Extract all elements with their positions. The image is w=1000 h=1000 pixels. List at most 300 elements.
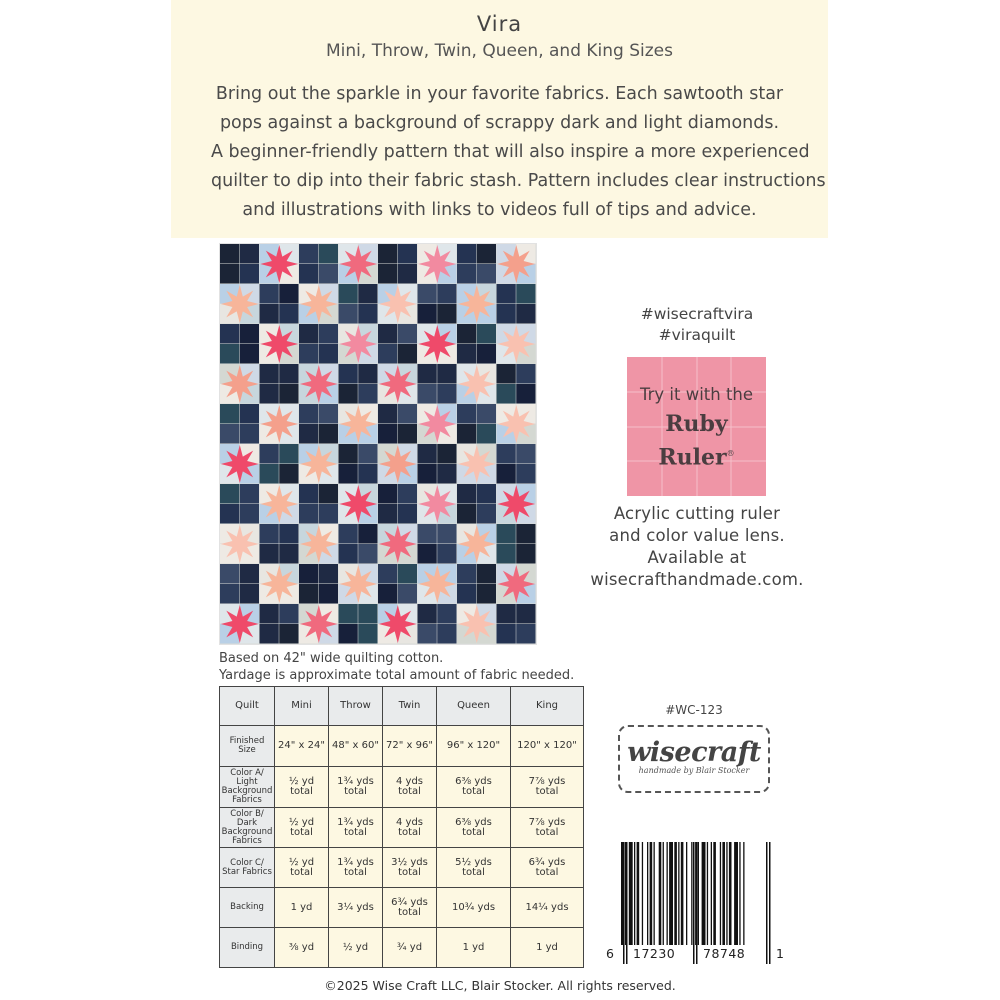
quilt-patch — [279, 544, 298, 564]
quilt-patch — [378, 564, 397, 584]
row-label-line: Color A/ — [230, 768, 264, 778]
quilt-patch — [477, 484, 496, 504]
quilt-patch — [240, 244, 259, 264]
quilt-patch — [418, 384, 437, 404]
table-cell — [437, 808, 511, 848]
barcode-bar — [678, 842, 679, 945]
quilt-patch — [299, 504, 318, 524]
cell-line: 48" x 60" — [332, 740, 379, 751]
cell-line: 4 yds — [395, 776, 424, 787]
column-header: Twin — [383, 687, 437, 726]
quilt-patch — [477, 344, 496, 364]
quilt-patch — [319, 404, 338, 424]
quilt-patch — [299, 344, 318, 364]
cell-line: total — [344, 866, 367, 878]
table-cell — [511, 767, 584, 808]
barcode-bar — [698, 842, 699, 945]
quilt-patch — [418, 444, 437, 464]
quilt-patch — [260, 544, 279, 564]
quilt-patch — [378, 244, 397, 264]
barcode-bar — [686, 842, 687, 945]
ruby-try-text: Try it with the — [639, 385, 754, 404]
row-label — [220, 848, 275, 888]
quilt-patch — [516, 364, 535, 384]
quilt-patch — [497, 464, 516, 484]
ruler-website-link[interactable]: wisecrafthandmade.com. — [590, 570, 804, 589]
quilt-patch — [457, 404, 476, 424]
quilt-patch — [299, 264, 318, 284]
quilt-patch — [220, 324, 239, 344]
barcode-bar — [674, 842, 677, 945]
quilt-patch — [516, 304, 535, 324]
hashtag[interactable]: #viraquilt — [658, 326, 736, 344]
quilt-patch — [398, 404, 417, 424]
description-line: Bring out the sparkle in your favorite fabrics. Each sawtooth star — [215, 84, 784, 104]
table-cell — [437, 888, 511, 928]
quilt-patch — [398, 564, 417, 584]
row-label — [220, 808, 275, 848]
column-header: Mini — [275, 687, 329, 726]
quilt-patch — [339, 304, 358, 324]
table-cell — [437, 928, 511, 968]
quilt-patch — [339, 444, 358, 464]
table-cell — [329, 767, 383, 808]
quilt-patch — [358, 304, 377, 324]
quilt-patch — [398, 484, 417, 504]
barcode-bar — [647, 842, 648, 945]
table-row — [220, 767, 584, 808]
cell-line: total — [398, 866, 421, 878]
header-panel — [171, 0, 828, 238]
quilt-photo — [219, 243, 537, 645]
quilt-patch — [418, 364, 437, 384]
quilt-patch — [319, 504, 338, 524]
quilt-patch — [319, 564, 338, 584]
quilt-image — [220, 244, 536, 644]
table-cell — [383, 848, 437, 888]
barcode-bar — [637, 842, 640, 945]
quilt-patch — [378, 484, 397, 504]
table-cell — [329, 928, 383, 968]
quilt-patch — [398, 324, 417, 344]
quilt-patch — [477, 264, 496, 284]
quilt-patch — [279, 624, 298, 644]
quilt-patch — [418, 464, 437, 484]
barcode-bar — [654, 842, 655, 945]
barcode-digit-right: 1 — [776, 946, 784, 961]
quilt-patch — [319, 344, 338, 364]
quilt-patch — [339, 604, 358, 624]
quilt-patch — [279, 604, 298, 624]
quilt-patch — [477, 324, 496, 344]
quilt-patch — [418, 304, 437, 324]
quilt-patch — [457, 564, 476, 584]
ruler-desc-line: Acrylic cutting ruler — [613, 504, 781, 523]
quilt-patch — [378, 404, 397, 424]
quilt-patch — [358, 364, 377, 384]
ruler-description — [577, 503, 817, 591]
table-cell — [383, 726, 437, 767]
barcode-bar — [729, 842, 732, 945]
barcode-bar — [743, 842, 744, 945]
barcode-bar — [726, 842, 727, 945]
quilt-patch — [477, 424, 496, 444]
quilt-patch — [437, 524, 456, 544]
cell-line: ¾ yd — [396, 941, 423, 953]
table-cell — [511, 888, 584, 928]
quilt-patch — [457, 264, 476, 284]
cell-line: total — [462, 826, 485, 838]
quilt-patch — [319, 484, 338, 504]
quilt-patch — [418, 624, 437, 644]
ruby-ruler-name — [627, 410, 766, 472]
quilt-patch — [437, 624, 456, 644]
table-cell — [383, 928, 437, 968]
barcode-bar — [691, 842, 692, 945]
quilt-patch — [299, 564, 318, 584]
barcode-bar — [707, 842, 708, 945]
quilt-patch — [319, 584, 338, 604]
hashtag[interactable]: #wisecraftvira — [640, 305, 754, 323]
quilt-patch — [457, 244, 476, 264]
quilt-patch — [437, 284, 456, 304]
quilt-patch — [497, 384, 516, 404]
quilt-patch — [220, 404, 239, 424]
quilt-patch — [220, 484, 239, 504]
quilt-patch — [299, 324, 318, 344]
cell-line: total — [398, 906, 421, 918]
quilt-patch — [457, 504, 476, 524]
table-cell — [383, 767, 437, 808]
quilt-patch — [497, 304, 516, 324]
quilt-patch — [477, 404, 496, 424]
quilt-patch — [220, 344, 239, 364]
row-label-line: Dark — [236, 817, 258, 828]
quilt-patch — [339, 464, 358, 484]
row-label-line: Background — [221, 786, 273, 796]
barcode-bar — [669, 842, 673, 945]
quilt-patch — [516, 544, 535, 564]
barcode-guard-bar — [766, 842, 768, 964]
table-cell — [329, 808, 383, 848]
quilt-patch — [516, 384, 535, 404]
cell-line: 10¾ yds — [451, 901, 496, 913]
quilt-patch — [260, 624, 279, 644]
table-cell — [275, 726, 329, 767]
yardage-note-line: Based on 42" wide quilting cotton. — [219, 651, 444, 666]
quilt-patch — [260, 604, 279, 624]
quilt-patch — [260, 304, 279, 324]
description-line: and illustrations with links to videos full of tips and advice. — [242, 200, 757, 220]
barcode — [603, 840, 787, 965]
barcode-bar — [650, 842, 653, 945]
table-row — [220, 726, 584, 767]
cell-line: total — [290, 866, 313, 878]
table-cell — [275, 767, 329, 808]
cell-line: ⅜ yd — [288, 941, 315, 953]
barcode-bar — [711, 842, 712, 945]
quilt-patch — [339, 284, 358, 304]
quilt-patch — [339, 524, 358, 544]
barcode-guard-bar — [626, 842, 628, 964]
table-cell — [511, 928, 584, 968]
cell-line: 6⅜ yds — [455, 816, 492, 828]
quilt-patch — [457, 484, 476, 504]
quilt-patch — [220, 424, 239, 444]
cell-line: 14¼ yds — [525, 901, 569, 913]
cell-line: 7⅞ yds — [528, 816, 566, 828]
table-row — [220, 848, 584, 888]
cell-line: total — [290, 826, 313, 838]
barcode-bar — [629, 842, 633, 945]
quilt-patch — [240, 584, 259, 604]
quilt-patch — [260, 444, 279, 464]
quilt-patch — [220, 504, 239, 524]
quilt-patch — [358, 384, 377, 404]
wisecraft-logo — [618, 725, 770, 793]
quilt-patch — [418, 544, 437, 564]
pattern-description — [211, 80, 826, 225]
cell-line: total — [398, 826, 421, 838]
quilt-patch — [437, 464, 456, 484]
quilt-patch — [260, 284, 279, 304]
quilt-patch — [418, 524, 437, 544]
column-header: Queen — [437, 687, 511, 726]
column-header: King — [511, 687, 584, 726]
cell-line: 3¼ yds — [337, 901, 374, 913]
table-cell — [511, 808, 584, 848]
barcode-bar — [663, 842, 664, 945]
quilt-patch — [437, 544, 456, 564]
row-label-line: Background — [221, 826, 273, 837]
table-cell — [275, 808, 329, 848]
quilt-patch — [437, 304, 456, 324]
quilt-patch — [299, 584, 318, 604]
table-row — [220, 808, 584, 848]
pattern-title: Vira — [476, 12, 523, 36]
cell-line: 1 yd — [462, 941, 485, 953]
quilt-patch — [516, 524, 535, 544]
quilt-patch — [516, 464, 535, 484]
row-label — [220, 928, 275, 968]
quilt-patch — [319, 424, 338, 444]
quilt-patch — [457, 424, 476, 444]
quilt-patch — [497, 364, 516, 384]
quilt-patch — [220, 244, 239, 264]
cell-line: 5½ yds — [455, 856, 492, 868]
table-row — [220, 888, 584, 928]
quilt-patch — [497, 624, 516, 644]
cell-line: total — [462, 786, 485, 797]
cell-line: 120" x 120" — [517, 740, 577, 751]
row-label-line: Fabrics — [232, 835, 262, 846]
barcode-bar — [720, 842, 721, 945]
table-cell — [437, 767, 511, 808]
quilt-patch — [378, 424, 397, 444]
quilt-patch — [279, 464, 298, 484]
quilt-patch — [220, 564, 239, 584]
quilt-patch — [497, 544, 516, 564]
quilt-patch — [339, 364, 358, 384]
quilt-patch — [339, 624, 358, 644]
description-line: quilter to dip into their fabric stash. Pattern includes clear instructions — [211, 171, 826, 191]
pattern-code: #WC-123 — [665, 703, 723, 717]
cell-line: ½ yd — [342, 941, 369, 953]
barcode-bar — [713, 842, 716, 945]
row-label-line: Backing — [230, 902, 264, 912]
row-label — [220, 888, 275, 928]
hashtags — [597, 304, 797, 346]
quilt-patch — [477, 504, 496, 524]
quilt-patch — [299, 244, 318, 264]
quilt-patch — [457, 344, 476, 364]
barcode-bar — [739, 842, 740, 945]
pattern-subtitle: Mini, Throw, Twin, Queen, and King Sizes — [326, 41, 673, 61]
table-cell — [275, 928, 329, 968]
table-header-row — [220, 687, 584, 726]
table-cell — [511, 848, 584, 888]
ruler-desc-line: Available at — [647, 548, 747, 567]
cell-line: 96" x 120" — [446, 740, 501, 751]
quilt-patch — [378, 324, 397, 344]
quilt-patch — [299, 424, 318, 444]
cell-line: total — [535, 826, 559, 838]
row-label-line: Fabrics — [232, 795, 262, 805]
quilt-patch — [279, 364, 298, 384]
row-label — [220, 767, 275, 808]
quilt-patch — [398, 504, 417, 524]
barcode-group2: 78748 — [703, 946, 746, 961]
cell-line: total — [398, 786, 421, 797]
quilt-patch — [240, 424, 259, 444]
quilt-patch — [220, 584, 239, 604]
table-cell — [329, 848, 383, 888]
quilt-patch — [358, 284, 377, 304]
cell-line: total — [290, 786, 313, 797]
description-line: pops against a background of scrappy dark and light diamonds. — [219, 113, 780, 133]
quilt-patch — [299, 404, 318, 424]
quilt-patch — [319, 264, 338, 284]
barcode-bar — [659, 842, 662, 945]
row-label-line: Star Fabrics — [222, 866, 272, 877]
quilt-patch — [358, 464, 377, 484]
quilt-patch — [240, 504, 259, 524]
table-cell — [329, 888, 383, 928]
cell-line: ½ yd — [288, 856, 315, 868]
cell-line: 4 yds — [395, 816, 424, 828]
quilt-patch — [378, 504, 397, 524]
cell-line: 1¾ yds — [337, 776, 374, 787]
barcode-guard-bar — [696, 842, 698, 964]
quilt-patch — [260, 364, 279, 384]
barcode-bar — [681, 842, 684, 945]
quilt-patch — [240, 344, 259, 364]
quilt-patch — [240, 404, 259, 424]
cell-line: total — [344, 826, 367, 838]
barcode-bar — [642, 842, 643, 945]
quilt-patch — [378, 264, 397, 284]
quilt-patch — [240, 564, 259, 584]
barcode-group1: 17230 — [633, 946, 676, 961]
quilt-patch — [279, 524, 298, 544]
barcode-guard-bar — [623, 842, 625, 964]
quilt-patch — [477, 584, 496, 604]
quilt-patch — [319, 244, 338, 264]
row-label — [220, 726, 275, 767]
quilt-patch — [358, 604, 377, 624]
barcode-guard-bar — [693, 842, 695, 964]
quilt-patch — [260, 464, 279, 484]
quilt-patch — [437, 364, 456, 384]
quilt-patch — [398, 344, 417, 364]
row-label-line: Color C/ — [230, 857, 264, 868]
cell-line: 1 yd — [290, 901, 313, 913]
ruby-name-line2-text: Ruler — [658, 444, 727, 471]
quilt-patch — [260, 384, 279, 404]
cell-line: 6¾ yds — [391, 896, 428, 908]
quilt-patch — [418, 604, 437, 624]
ruby-ruler-graphic — [627, 357, 766, 496]
quilt-patch — [358, 524, 377, 544]
column-header: Quilt — [220, 687, 275, 726]
cell-line: 1¾ yds — [337, 856, 374, 868]
row-label-line: Light — [236, 777, 258, 787]
quilt-patch — [497, 284, 516, 304]
quilt-patch — [437, 444, 456, 464]
cell-line: total — [462, 866, 485, 878]
quilt-patch — [358, 624, 377, 644]
ruler-desc-line: and color value lens. — [609, 526, 785, 545]
table-cell — [437, 726, 511, 767]
cell-line: 24" x 24" — [278, 740, 325, 751]
quilt-patch — [299, 484, 318, 504]
quilt-patch — [437, 384, 456, 404]
logo-wordmark: wisecraft — [627, 737, 761, 768]
quilt-patch — [358, 444, 377, 464]
quilt-patch — [279, 284, 298, 304]
cell-line: ½ yd — [288, 776, 315, 787]
yardage-table — [219, 686, 584, 968]
cell-line: 3½ yds — [391, 856, 428, 868]
barcode-bar — [722, 842, 725, 945]
quilt-patch — [240, 324, 259, 344]
quilt-patch — [398, 264, 417, 284]
quilt-patch — [279, 304, 298, 324]
quilt-patch — [497, 524, 516, 544]
table-cell — [437, 848, 511, 888]
row-label-line: Size — [238, 745, 256, 755]
quilt-patch — [220, 264, 239, 284]
quilt-patch — [477, 564, 496, 584]
barcode-bar — [667, 842, 668, 945]
barcode-bar — [634, 842, 635, 945]
row-label-line: Finished — [229, 736, 265, 746]
logo-tagline: handmade by Blair Stocker — [638, 766, 750, 775]
quilt-patch — [457, 584, 476, 604]
row-label-line: Color B/ — [230, 808, 264, 819]
quilt-patch — [398, 424, 417, 444]
cell-line: ½ yd — [288, 816, 315, 828]
quilt-patch — [319, 324, 338, 344]
quilt-patch — [240, 264, 259, 284]
quilt-patch — [516, 624, 535, 644]
cell-line: total — [535, 786, 559, 797]
cell-line: 6¾ yds — [528, 856, 566, 868]
description-line: A beginner-friendly pattern that will also inspire a more experienced — [211, 142, 810, 162]
quilt-patch — [339, 384, 358, 404]
quilt-patch — [279, 384, 298, 404]
yardage-note-line: Yardage is approximate total amount of fabric needed. — [219, 668, 575, 683]
